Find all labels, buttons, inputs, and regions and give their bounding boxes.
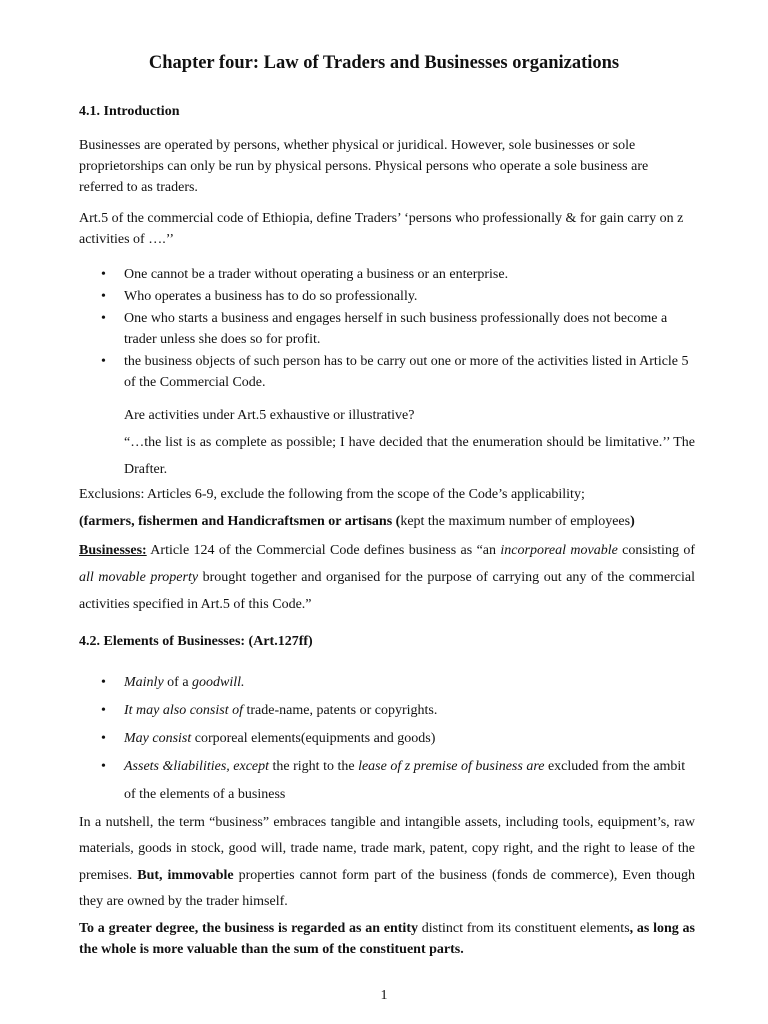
list-item: • Assets &liabilities, except the right to the lease of z premise of business are excluded from the ambit of the elements of a business (79, 753, 695, 809)
list-item: • It may also consist of trade-name, patents or copyrights. (79, 697, 695, 725)
entity-bold: , as long as the whole is more valuable than the sum of the constituent parts. (79, 921, 695, 957)
list-item: • Mainly of a goodwill. (79, 669, 695, 697)
businesses-italic: all movable property (79, 570, 199, 585)
businesses-text: brought together and organised for the purpose of carrying out any of the commercial activities specified in Art.5 of this Code.” (79, 570, 695, 612)
businesses-text: consisting of (617, 543, 695, 558)
drafter-quote: “…the list is as complete as possible; I have decided that the enumeration should be limitative.’’ The Drafter. (124, 435, 695, 477)
list-item: • the business objects of such person has to be carry out one or more of the activities listed in Article 5 of the Commercial Code. (79, 351, 695, 393)
entity-paragraph (79, 918, 695, 960)
list-item: • Who operates a business has to do so professionally. (79, 286, 695, 307)
exclusions-note: kept the maximum number of employees (400, 514, 631, 529)
trader-criteria-list (79, 264, 695, 394)
section-heading-elements: 4.2. Elements of Businesses: (Art.127ff) (79, 634, 313, 649)
question-text: Are activities under Art.5 exhaustive or illustrative? (124, 408, 415, 423)
businesses-text: Article 124 of the Commercial Code defines business as “an (146, 543, 501, 558)
list-item: • One who starts a business and engages herself in such business professionally does not become a trader unless she does so for profit. (79, 308, 695, 350)
nutshell-text: In a nutshell, the term “business” embraces tangible and intangible assets, including tools, equipment’s, raw materials, goods in stock, good will, trade name, trade mark, patent, copy right, and the right to lease of the premises. (79, 815, 695, 883)
exclusions-paragraph: Exclusions: Articles 6-9, exclude the following from the scope of the Code’s applicability; (79, 487, 585, 502)
businesses-definition (79, 537, 695, 618)
page-number: 1 (380, 988, 388, 1003)
business-elements-list (79, 669, 695, 809)
exclusions-close: ) (630, 514, 635, 529)
exclusions-bold-text: (farmers, fishermen and Handicraftsmen or artisans ( (79, 514, 401, 529)
exclusions-list (79, 511, 695, 532)
businesses-label: Businesses: (79, 543, 147, 558)
art5-paragraph: Art.5 of the commercial code of Ethiopia, define Traders’ ‘persons who professionally & for gain carry on z activities of ….’’ (79, 211, 684, 247)
chapter-title: Chapter four: Law of Traders and Businesses organizations (148, 53, 620, 73)
nutshell-bold: But, immovable (137, 867, 234, 883)
businesses-italic: incorporeal movable (500, 543, 618, 558)
nutshell-paragraph (79, 810, 695, 915)
intro-paragraph: Businesses are operated by persons, whether physical or juridical. However, sole businesses or sole proprietorships can only be run by physical persons. Physical persons who operate a sole business are referred to as traders. (79, 138, 649, 195)
nutshell-text: properties cannot form part of the business (fonds de commerce), Even though they are owned by the trader himself. (79, 867, 696, 909)
entity-text: distinct from its constituent elements (417, 921, 630, 936)
section-heading-introduction: 4.1. Introduction (79, 104, 180, 119)
list-item: • One cannot be a trader without operating a business or an enterprise. (79, 264, 695, 285)
entity-bold: To a greater degree, the business is regarded as an entity (79, 921, 418, 936)
list-item: • May consist corporeal elements(equipments and goods) (79, 725, 695, 753)
